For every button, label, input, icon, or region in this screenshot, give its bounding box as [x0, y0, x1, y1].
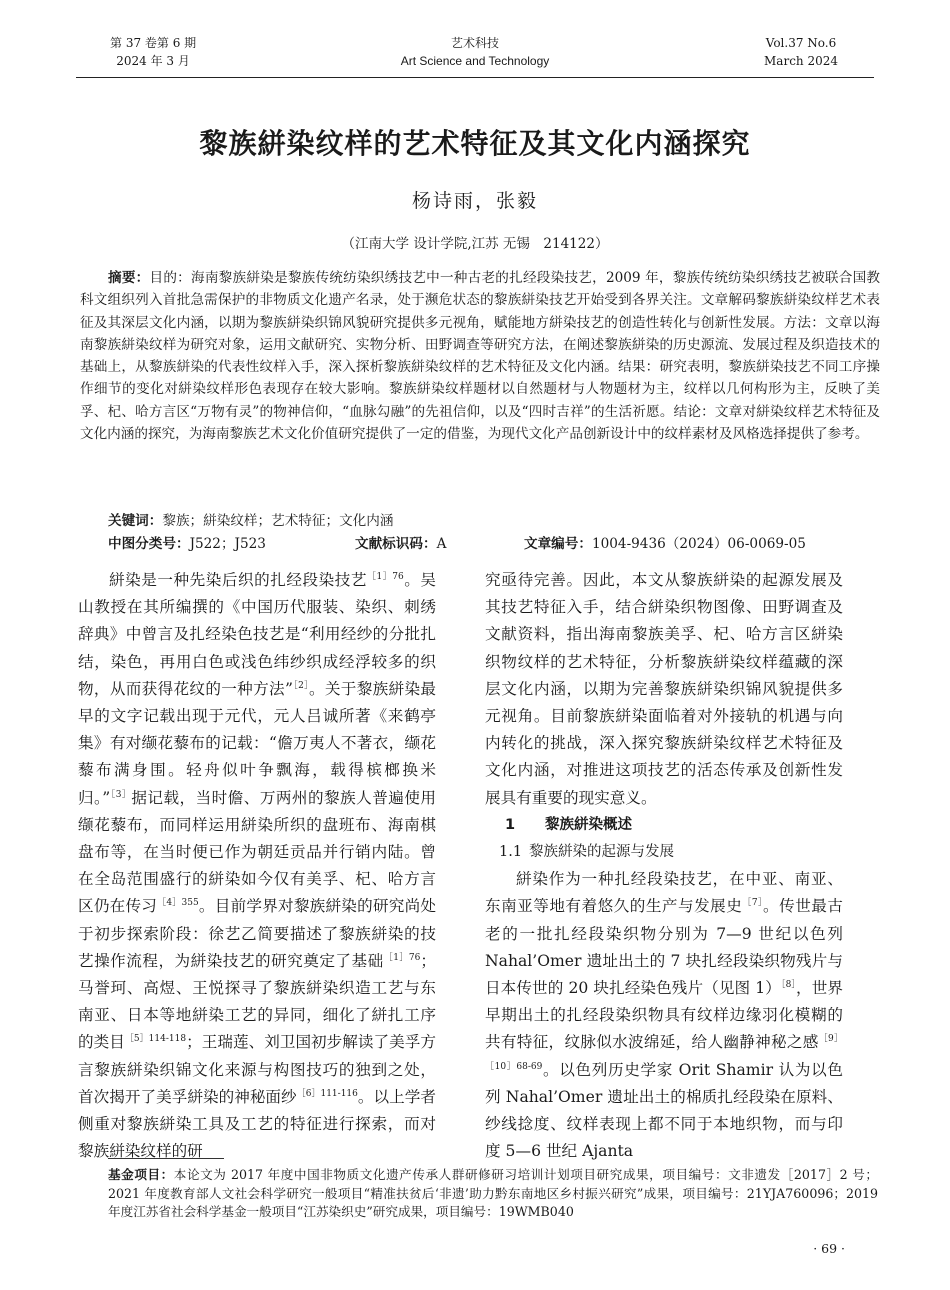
subsection-heading	[485, 839, 843, 866]
keywords-text: 黎族；絣染纹样；艺术特征；文化内涵	[162, 513, 394, 529]
body-column-left	[78, 567, 436, 1165]
abstract-text: 目的：海南黎族絣染是黎族传统纺染织绣技艺中一种古老的扎经段染技艺，2009 年，黎族传统纺染织绣技艺被联合国教科文组织列入首批急需保护的非物质文化遗产名录，处于濒危状态的黎族絣染技艺开始受到各界关注。文章解码黎族絣染纹样艺术表征及其深层文化内涵，以期为黎族絣染织锦风貌研究提供多元视角，赋能地方絣染技艺的创造性转化与创新性发展。方法：文章以海南黎族絣染纹样为研究对象，运用文献研究、实物分析、田野调查等研究方法，在阐述黎族絣染的历史源流、发展过程及织造技术的基础上，从黎族絣染的代表性纹样入手，深入探析黎族絣染纹样的艺术特征及文化内涵。结果：研究表明，黎族絣染技艺不同工序操作细节的变化对絣染纹样形色表现存在较大影响。黎族絣染纹样题材以自然题材与人物题材为主，纹样以几何构形为主，反映了美孚、杞、哈方言区“万物有灵”的物神信仰，“血脉勾融”的先祖信仰，以及“四时吉祥”的生活祈愿。结论：文章对絣染纹样艺术特征及文化内涵的探究，为海南黎族艺术文化价值研究提供了一定的借鉴，为现代文化产品创新设计中的纹样素材及风格选择提供了参考。	[80, 270, 880, 443]
subsection-title: 黎族絣染的起源与发展	[529, 844, 674, 861]
abstract-label: 摘要：	[108, 270, 150, 286]
volume-issue: 第 37 卷第 6 期	[110, 36, 197, 50]
clc-text: J522；J523	[189, 536, 266, 552]
journal-name-en: Art Science and Technology	[400, 54, 550, 68]
journal-volume-en	[764, 34, 838, 70]
citation: ［2］	[292, 680, 309, 691]
citation: ［6］111-116	[296, 1088, 358, 1099]
footnote-divider	[108, 1158, 224, 1159]
citation: ［9］［10］68-69	[485, 1034, 843, 1072]
authors: 杨诗雨，张毅	[411, 190, 538, 212]
body-text: 据记载，当时儋、万两州的黎族人普遍使用缬花藜布，而同样运用絣染所织的盘班布、海南棋盘布等，在当时便已作为朝廷贡品并行销内陆。曾在全岛范围盛行的絣染如今仅有美孚、杞、哈方言区仍在传习	[78, 788, 436, 916]
doc-code-label: 文献标识码：	[355, 536, 437, 552]
funding-label: 基金项目：	[108, 1167, 174, 1182]
clc-number	[108, 533, 266, 555]
body-paragraph: 究亟待完善。因此，本文从黎族絣染的起源发展及其技艺特征入手，结合絣染织物图像、田野调查及文献资料，指出海南黎族美孚、杞、哈方言区絣染织物纹样的艺术特征，分析黎族絣染纹样蕴藏的深层文化内涵，以期为完善黎族絣染织锦风貌提供多元视角。目前黎族絣染面临着对外接轨的机遇与向内转化的挑战，深入探究黎族絣染纹样艺术特征及文化内涵，对推进这项技艺的活态传承及创新性发展具有重要的现实意义。	[485, 571, 843, 807]
citation: ［7］	[742, 898, 764, 909]
body-paragraph	[78, 567, 436, 1165]
header-divider	[76, 77, 874, 78]
body-text: 。关于黎族絣染最早的文字记载出现于元代，元人吕诚所著《来鹤亭集》有对缬花藜布的记载：“儋万夷人不著衣，缬花藜布满身围。轻舟似叶争飘海，载得槟榔换米归。”	[78, 679, 436, 807]
body-text: 絣染是一种先染后织的扎经段染技艺	[109, 571, 367, 589]
subsection-number: 1.1	[499, 844, 523, 861]
body-text: 。目前学界对黎族絣染的研究尚处于初步探索阶段：徐艺乙简要描述了黎族絣染的技艺操作流程，为絣染技艺的研究奠定了基础	[78, 897, 436, 970]
citation: ［1］76	[366, 572, 404, 582]
body-text: 絣染作为一种扎经段染技艺，在中亚、南亚、东南亚等地有着悠久的生产与发展史	[485, 870, 843, 916]
keywords-label: 关键词：	[108, 513, 163, 529]
citation: ［3］	[110, 789, 132, 800]
page-number: · 69 ·	[813, 1241, 845, 1256]
document-code	[355, 533, 446, 555]
body-column-right	[485, 567, 843, 1165]
citation: ［4］355	[157, 898, 199, 909]
citation: ［5］114-118	[124, 1034, 187, 1045]
body-text: 。吴山教授在其所编撰的《中国历代服装、染织、刺绣辞典》中曾言及扎经染色技艺是“利用经纱的分批扎结，染色，再用白色或浅色纬纱织成经浮较多的织物，从而获得花纹的一种方法”	[78, 571, 436, 698]
body-text: ；王瑞莲、刘卫国初步解读了美孚方言黎族絣染织锦文化来源与构图技巧的独到之处，首次揭开了美孚絣染的神秘面纱	[78, 1033, 436, 1106]
article-no-text: 1004-9436（2024）06-0069-05	[591, 536, 806, 552]
volume-issue-en: Vol.37 No.6	[765, 36, 837, 50]
doc-code-text: A	[436, 536, 447, 552]
body-paragraph	[485, 866, 843, 1165]
affiliation: （江南大学 设计学院,江苏 无锡 214122）	[341, 236, 609, 252]
date-en: March 2024	[764, 54, 838, 68]
body-text: ，世界早期出土的扎经段染织物具有纹样边缘羽化模糊的共有特征，纹脉似水波绵延，给人幽静神秘之感	[485, 979, 843, 1052]
section-heading	[485, 812, 843, 839]
section-title: 黎族絣染概述	[545, 816, 632, 833]
abstract	[80, 267, 880, 445]
funding-footnote	[108, 1166, 878, 1222]
citation: ［1］76	[383, 952, 421, 963]
body-text: 。传世最古老的一批扎经段染织物分别为 7—9 世纪以色列 Nahal’Omer 遗址出土的 7 块扎经段染织物残片与日本传世的 20 块扎经染色残片（见图 1）	[485, 897, 843, 998]
journal-name-cn: 艺术科技	[450, 36, 499, 50]
clc-label: 中图分类号：	[108, 536, 190, 552]
date-cn: 2024 年 3 月	[116, 54, 190, 68]
body-text: 。以色列历史学家 Orit Shamir 认为以色列 Nahal’Omer 遗址出土的棉质扎经段染在原料、纱线捻度、纹样表现上都不同于本地织物，而与印度 5—6 世纪 Ajanta	[485, 1060, 843, 1161]
body-text: 。以上学者侧重对黎族絣染工具及工艺的特征进行探索，而对黎族絣染纹样的研	[78, 1087, 436, 1161]
body-text: ；马誉珂、高煜、王悦探寻了黎族絣染织造工艺与东南亚、日本等地絣染工艺的异同，细化了絣扎工序的类目	[78, 951, 436, 1052]
article-no-label: 文章编号：	[524, 536, 592, 552]
article-number	[524, 533, 806, 555]
funding-text: 本论文为 2017 年度中国非物质文化遗产传承人群研修研习培训计划项目研究成果，项目编号：文非遗发［2017］2 号；2021 年度教育部人文社会科学研究一般项目“精准扶贫后‘非遗’助力黔东南地区乡村振兴研究”成果，项目编号：21YJA760096；2019 年度江苏省社会科学基金一般项目“江苏染织史”研究成果，项目编号：19WMB040	[108, 1167, 879, 1219]
section-number: 1	[505, 816, 516, 833]
citation: ［8］	[781, 980, 797, 991]
paper-title: 黎族絣染纹样的艺术特征及其文化内涵探究	[199, 127, 751, 160]
keywords	[108, 510, 393, 532]
